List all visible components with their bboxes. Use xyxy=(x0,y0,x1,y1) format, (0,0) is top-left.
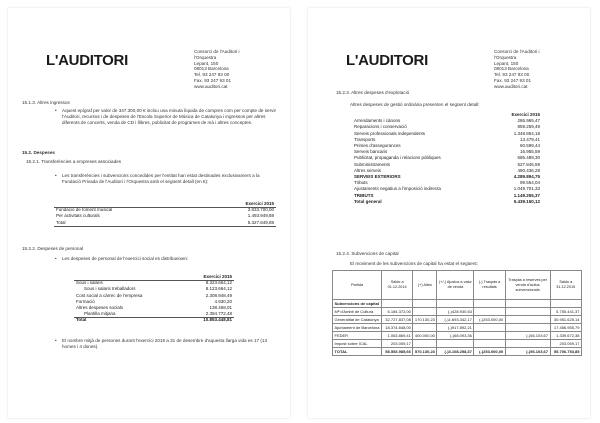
divider xyxy=(74,317,234,318)
table-cell: 4.289.894,75 xyxy=(513,174,540,180)
table-cell: Altres despeses socials xyxy=(76,305,124,311)
section-heading: 15.2.1. Transferències a empreses associades xyxy=(26,159,121,164)
table-cell: 18.374.848,00 xyxy=(381,324,412,332)
table-cell xyxy=(474,324,505,332)
table-cell: 60.599,44 xyxy=(519,143,540,149)
table-row xyxy=(333,324,582,332)
table-row xyxy=(333,308,582,316)
section-heading: 15.1.3. Altres ingressos xyxy=(22,100,70,105)
address-line: Tel. 93 247 93 00 xyxy=(494,72,530,78)
table-cell: 685.489,30 xyxy=(517,155,540,161)
table-cell: Serveis bancaris xyxy=(354,149,388,155)
table-cell: 138.468,01 xyxy=(209,305,232,311)
table-cell xyxy=(505,316,550,324)
paragraph: • El nombre mitjà de persones durant l'exercici 2015 a 31 de desembre d'aquesta llarga vida es 17 (13 homes i 4 dones). xyxy=(62,338,276,350)
table-cell: Formació xyxy=(76,298,95,304)
table-cell: Altres serveis xyxy=(354,167,382,173)
divider xyxy=(54,207,276,208)
table-cell: 490.436,28 xyxy=(517,167,540,173)
table-cell: Serveis professionals independents xyxy=(354,130,426,136)
table-cell: 13.479,41 xyxy=(519,136,540,142)
auditori-logo: L'AUDITORI xyxy=(46,52,128,69)
left-page xyxy=(8,8,290,418)
table-cell: 8.123.664,12 xyxy=(205,286,232,292)
table-cell: 570.130,23 xyxy=(414,349,435,354)
table-cell: Total xyxy=(56,219,66,225)
address-line: www.auditori.cat xyxy=(194,83,228,89)
table-cell: (-)1.693.342,17 xyxy=(437,316,474,324)
table-cell: 8.323.664,12 xyxy=(205,280,232,286)
table-cell: Tributs xyxy=(354,180,368,186)
table-cell xyxy=(413,308,437,316)
operating-expenses-table xyxy=(352,112,542,205)
table-cell: Ajustaments negatius a l'imposició indirecta xyxy=(354,186,441,192)
table-cell xyxy=(474,332,505,340)
table-cell xyxy=(381,300,412,308)
table-cell: Subvencions de capital xyxy=(333,300,382,308)
table-cell: Total xyxy=(76,317,87,323)
table-cell: Subministraments xyxy=(354,161,391,167)
table-cell: 1.493.949,88 xyxy=(247,213,274,219)
table-cell: Cost social a càrrec de l'empresa xyxy=(76,292,143,298)
section-heading: 15.2.3. Altres despeses d'explotació xyxy=(336,90,410,95)
table-cell: 1.063.869,41 xyxy=(381,332,412,340)
table-cell: 2.308.948,49 xyxy=(205,292,232,298)
table-row xyxy=(333,316,582,324)
table-cell: 5.439.150,12 xyxy=(513,198,540,204)
table-cell: 16.955,59 xyxy=(519,149,540,155)
address-line: l'Orquestra xyxy=(194,54,217,60)
table-cell: (-)3.108.258,37 xyxy=(437,348,474,356)
table-header: Partida xyxy=(333,271,382,300)
table-row xyxy=(352,199,542,205)
table-cell: 3.833.700,00 xyxy=(247,207,274,213)
table-cell: 4.930,20 xyxy=(214,298,232,304)
table-row xyxy=(333,340,582,348)
section-heading: 15.2.4. Subvencions de capital xyxy=(336,251,399,256)
table-cell: (-)428.930,63 xyxy=(437,308,474,316)
address-line: Consorci de l'Auditori i xyxy=(194,49,240,54)
table-row xyxy=(333,300,582,308)
table-cell: Ajuntament de Barcelona xyxy=(334,325,380,330)
table-cell: Total general xyxy=(354,198,382,204)
section-heading: 15.2. Despeses xyxy=(22,150,55,155)
table-cell: Fundació de foment musical xyxy=(56,207,113,213)
table-header: Exercici 2015 xyxy=(203,274,232,279)
table-cell: 2.394.772,48 xyxy=(205,311,232,317)
capital-grants-table xyxy=(332,270,582,356)
table-header-row xyxy=(333,271,582,300)
table-cell xyxy=(505,324,550,332)
table-cell: 859.259,49 xyxy=(517,124,540,130)
table-row xyxy=(333,332,582,340)
table-cell: 170.130,23 xyxy=(414,317,435,322)
table-cell: 99.554,04 xyxy=(519,180,540,186)
table-cell: FEDER xyxy=(333,332,382,340)
table-cell: 55.706.753,85 xyxy=(550,348,581,356)
table-cell xyxy=(437,300,474,308)
table-header: (+) Altes xyxy=(413,271,437,300)
table-header: Exercici 2015 xyxy=(511,112,540,117)
table-cell: Sous i salaris xyxy=(76,280,103,286)
table-cell xyxy=(474,300,505,308)
table-cell xyxy=(505,340,550,348)
table-cell: 1.348.864,18 xyxy=(513,130,540,136)
table-cell: 400.000,00 xyxy=(414,333,435,338)
table-cell: TRIBUTS xyxy=(354,192,374,198)
table-cell: Plantilla mitjana xyxy=(84,311,116,317)
table-cell xyxy=(413,300,437,308)
table-cell: Impost sobre ICAL xyxy=(333,340,382,348)
table-header: (-) Traspàs a resultats xyxy=(474,271,505,300)
address-line: Lepant, 150 xyxy=(494,60,519,66)
table-row xyxy=(333,348,582,356)
table-cell: Generalitat de Catalunya xyxy=(333,316,382,324)
table-cell: SERVEIS EXTERIORS xyxy=(354,174,401,180)
table-cell: (-)56.103,67 xyxy=(505,348,550,356)
table-cell: (-)253.000,00 xyxy=(474,348,505,356)
table-cell: Publicitat, propaganda i relacions públiques xyxy=(354,155,441,161)
table-cell: Per activitats culturals xyxy=(56,213,100,219)
table-cell: Sous i salaris treballadors xyxy=(84,286,136,292)
address-line: Fax. 93 247 93 01 xyxy=(494,77,532,83)
table-cell xyxy=(474,308,505,316)
table-cell xyxy=(413,340,437,348)
table-cell: 203.059,17 xyxy=(381,340,412,348)
table-cell: 286.965,47 xyxy=(517,118,540,124)
table-cell xyxy=(413,324,437,332)
table-cell: 203.059,17 xyxy=(550,340,581,348)
paragraph: • Les transferències i subvencions concedides per l'entitat han estat destinades exclusivament a la Fundació Privada de l'Auditori i l'Orquestra amb el següent detall (en €): xyxy=(62,173,276,185)
address-line: l'Orquestra xyxy=(494,54,517,60)
address-block xyxy=(194,49,240,90)
table-header: Traspàs a reserves per venda d'actius subvencionats xyxy=(505,271,550,300)
table-cell xyxy=(437,340,474,348)
table-header: Exercici 2015 xyxy=(245,201,274,206)
table-cell: 10.853.448,81 xyxy=(203,317,232,323)
table-cell: 30.951.625,14 xyxy=(550,316,581,324)
address-line: Fax. 93 247 93 01 xyxy=(194,77,232,83)
table-cell: Reparacions i conservació xyxy=(354,124,407,130)
table-cell: 527.845,59 xyxy=(517,161,540,167)
table-cell xyxy=(505,308,550,316)
address-line: 08013 Barcelona xyxy=(194,66,229,72)
table-cell xyxy=(550,300,581,308)
address-line: Lepant, 150 xyxy=(194,60,219,66)
table-cell: 1.049.701,33 xyxy=(513,186,540,192)
divider xyxy=(54,226,276,227)
table-cell: 32.727.837,08 xyxy=(381,316,412,324)
table-cell: (-)917.892,21 xyxy=(437,324,474,332)
address-block xyxy=(494,49,540,90)
paragraph: El moviment de les subvencions de capital ha estat el següent: xyxy=(350,261,478,266)
auditori-logo: L'AUDITORI xyxy=(346,52,428,69)
table-cell: 6.184.372,00 xyxy=(381,308,412,316)
table-cell: Transports xyxy=(354,136,376,142)
table-cell: TOTAL xyxy=(333,348,382,356)
address-line: Consorci de l'Auditori i xyxy=(494,49,540,54)
transfers-table xyxy=(54,201,276,226)
right-page xyxy=(308,8,590,418)
paragraph: Altres despeses de gestió ordinària presenten el següent detall: xyxy=(350,102,480,107)
table-cell: (-)56.103,67 xyxy=(505,332,550,340)
divider xyxy=(74,280,234,281)
table-header: Saldo a 01.12.2014 xyxy=(381,271,412,300)
table-cell: (-)68.093,36 xyxy=(437,332,474,340)
section-heading: 15.2.2. Despeses de personal xyxy=(22,246,84,251)
table-header: Saldo a 31.12.2015 xyxy=(550,271,581,300)
table-cell: (-)253.000,00 xyxy=(474,316,505,324)
table-cell: 17.456.955,79 xyxy=(550,324,581,332)
table-header: (+/-) Ajustos a valor de venda xyxy=(437,271,474,300)
table-cell: Mª d'Ambit de Cultura xyxy=(333,308,382,316)
address-line: 08013 Barcelona xyxy=(494,66,529,72)
table-cell: Arrendaments i cànons xyxy=(354,118,401,124)
paragraph: • Les despeses de personal de l'exercici social es distribueixen: xyxy=(62,256,276,262)
table-cell: 5.755.441,37 xyxy=(550,308,581,316)
table-cell xyxy=(474,340,505,348)
table-cell: 1.149.255,37 xyxy=(513,192,540,198)
table-cell: 58.553.985,66 xyxy=(381,348,412,356)
table-cell: 5.327.649,88 xyxy=(247,219,274,225)
table-cell: 1.339.672,38 xyxy=(550,332,581,340)
address-line: Tel. 93 247 93 00 xyxy=(194,72,230,78)
address-line: www.auditori.cat xyxy=(494,83,528,89)
table-cell: Primes d'assegurances xyxy=(354,143,401,149)
table-cell xyxy=(505,300,550,308)
paragraph: • Aquest epígraf per valor de 347.300,00 € inclou una minuta líquida de compres com per compte de servir l'Auditori, recursos i de despeses de l'Escola Superior de Música de Catalunya i ingressos per altres diferents de concerts, venda de CD i llibres, publicitat de programes de mà i altres conceptes. xyxy=(62,108,276,127)
